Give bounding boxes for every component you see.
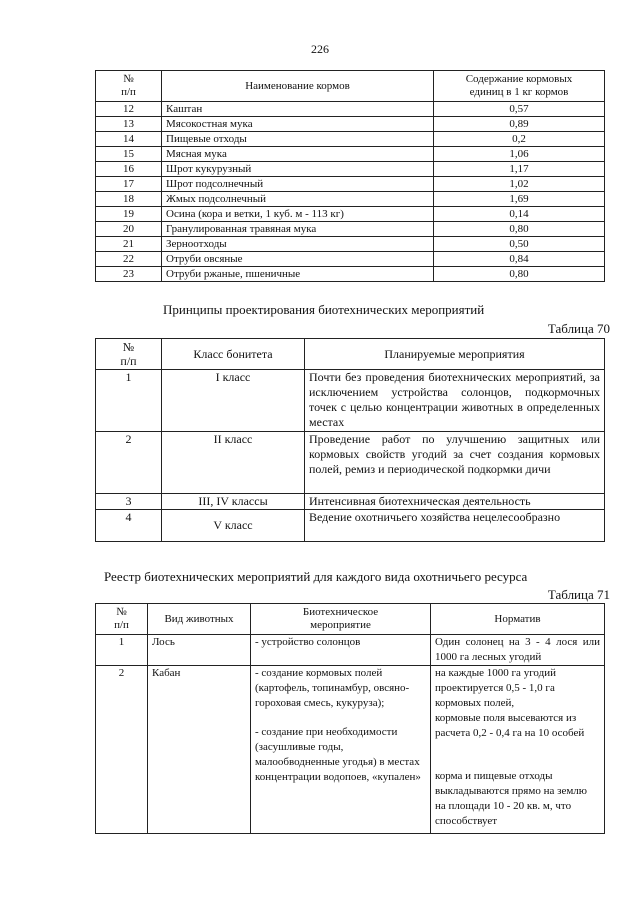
col-measure-header: Биотехническое мероприятие [251, 604, 431, 635]
measure-feeding-fields: - создание кормовых полей (картофель, топинамбур, овсяно-гороховая смесь, кукуруза); [255, 667, 410, 709]
row-number: 19 [96, 207, 162, 222]
table-row [96, 117, 605, 132]
row-number: 15 [96, 147, 162, 162]
norm-food-waste: корма и пищевые отходы выкладываются прямо на землю на площади 10 - 20 кв. м, что способствует [435, 770, 587, 827]
feed-name-cell: Гранулированная травяная мука [162, 222, 434, 237]
measures-cell: Интенсивная биотехническая деятельность [305, 494, 605, 510]
section-title-registry: Реестр биотехнических мероприятий для каждого вида охотничьего ресурса [104, 569, 528, 584]
feed-units-cell: 1,02 [434, 177, 605, 192]
feed-name-cell: Каштан [162, 102, 434, 117]
class-cell: I класс [162, 370, 305, 432]
measure-cell [251, 666, 431, 834]
table-row [96, 162, 605, 177]
row-number: 12 [96, 102, 162, 117]
feed-units-cell: 0,14 [434, 207, 605, 222]
row-number: 1 [96, 370, 162, 432]
measures-cell: Проведение работ по улучшению защитных или кормовых свойств угодий за счет создания кормовых полей, ремиз и периодической подкормки дичи [305, 432, 605, 494]
norm-cell [431, 666, 605, 834]
feed-units-cell: 1,06 [434, 147, 605, 162]
row-number: 4 [96, 510, 162, 542]
feed-units-cell: 0,89 [434, 117, 605, 132]
design-principles-table [95, 338, 605, 542]
biotech-registry-table [95, 603, 605, 834]
feed-name-cell: Пищевые отходы [162, 132, 434, 147]
feed-name-cell: Отруби ржаные, пшеничные [162, 267, 434, 282]
class-cell: II класс [162, 432, 305, 494]
row-number: 23 [96, 267, 162, 282]
col-animal-header: Вид животных [148, 604, 251, 635]
row-number: 2 [96, 432, 162, 494]
page-number: 226 [311, 42, 329, 56]
col-measures-header: Планируемые мероприятия [305, 339, 605, 370]
table-row [96, 635, 605, 666]
measures-cell: Ведение охотничьего хозяйства нецелесообразно [305, 510, 605, 542]
row-number: 13 [96, 117, 162, 132]
feed-name-cell: Зерноотходы [162, 237, 434, 252]
table-row [96, 252, 605, 267]
table-row [96, 192, 605, 207]
row-number: 22 [96, 252, 162, 267]
norm-cell: Один солонец на 3 - 4 лося или 1000 га лесных угодий [431, 635, 605, 666]
row-number: 21 [96, 237, 162, 252]
table-row [96, 267, 605, 282]
table-row [96, 177, 605, 192]
feed-units-cell: 1,17 [434, 162, 605, 177]
table-header-row [96, 71, 605, 102]
norm-fields-area: на каждые 1000 га угодий проектируется 0,5 - 1,0 га кормовых полей, [435, 667, 556, 709]
feed-name-cell: Шрот подсолнечный [162, 177, 434, 192]
table-row [96, 510, 605, 542]
table-header-row [96, 604, 605, 635]
col-class-header: Класс бонитета [162, 339, 305, 370]
table-row [96, 666, 605, 834]
table-header-row [96, 339, 605, 370]
table-row [96, 222, 605, 237]
table-row [96, 432, 605, 494]
table-row [96, 102, 605, 117]
feed-units-cell: 0,84 [434, 252, 605, 267]
measure-watering-places: - создание при необходимости (засушливые годы, малообводненные угодья) в местах концентрации водопоев, «купален» [255, 726, 421, 783]
table-row [96, 132, 605, 147]
table-row [96, 494, 605, 510]
feed-name-cell: Мясная мука [162, 147, 434, 162]
table-row [96, 207, 605, 222]
feed-units-cell: 0,80 [434, 267, 605, 282]
row-number: 1 [96, 635, 148, 666]
table-caption-71: Таблица 71 [547, 587, 610, 602]
row-number: 18 [96, 192, 162, 207]
animal-cell: Кабан [148, 666, 251, 834]
row-number: 2 [96, 666, 148, 834]
feed-units-cell: 0,2 [434, 132, 605, 147]
col-feed-units-header: Содержание кормовых единиц в 1 кг кормов [434, 71, 605, 102]
feed-units-cell: 0,80 [434, 222, 605, 237]
feed-units-cell: 0,50 [434, 237, 605, 252]
row-number: 17 [96, 177, 162, 192]
feed-name-cell: Отруби овсяные [162, 252, 434, 267]
class-cell: V класс [162, 510, 305, 542]
row-number: 20 [96, 222, 162, 237]
norm-fields-rate: кормовые поля высеваются из расчета 0,2 - 0,4 га на 10 особей [435, 712, 585, 739]
animal-cell: Лось [148, 635, 251, 666]
col-number-header: № п/п [96, 339, 162, 370]
table-row [96, 147, 605, 162]
col-number-header: № п/п [96, 71, 162, 102]
col-feed-name-header: Наименование кормов [162, 71, 434, 102]
class-cell: III, IV классы [162, 494, 305, 510]
row-number: 3 [96, 494, 162, 510]
feed-name-cell: Осина (кора и ветки, 1 куб. м - 113 кг) [162, 207, 434, 222]
measures-cell: Почти без проведения биотехнических мероприятий, за исключением устройства солонцов, подкормочных точек с целью концентрации животных в определенных местах [305, 370, 605, 432]
feed-name-cell: Шрот кукурузный [162, 162, 434, 177]
col-number-header: № п/п [96, 604, 148, 635]
feed-units-cell: 1,69 [434, 192, 605, 207]
feed-name-cell: Жмых подсолнечный [162, 192, 434, 207]
table-caption-70: Таблица 70 [547, 321, 610, 336]
col-norm-header: Норматив [431, 604, 605, 635]
feed-name-cell: Мясокостная мука [162, 117, 434, 132]
measure-cell: - устройство солонцов [251, 635, 431, 666]
section-title-principles: Принципы проектирования биотехнических мероприятий [163, 302, 485, 317]
feed-units-cell: 0,57 [434, 102, 605, 117]
row-number: 16 [96, 162, 162, 177]
table-row [96, 370, 605, 432]
row-number: 14 [96, 132, 162, 147]
feed-units-table [95, 70, 605, 282]
table-row [96, 237, 605, 252]
